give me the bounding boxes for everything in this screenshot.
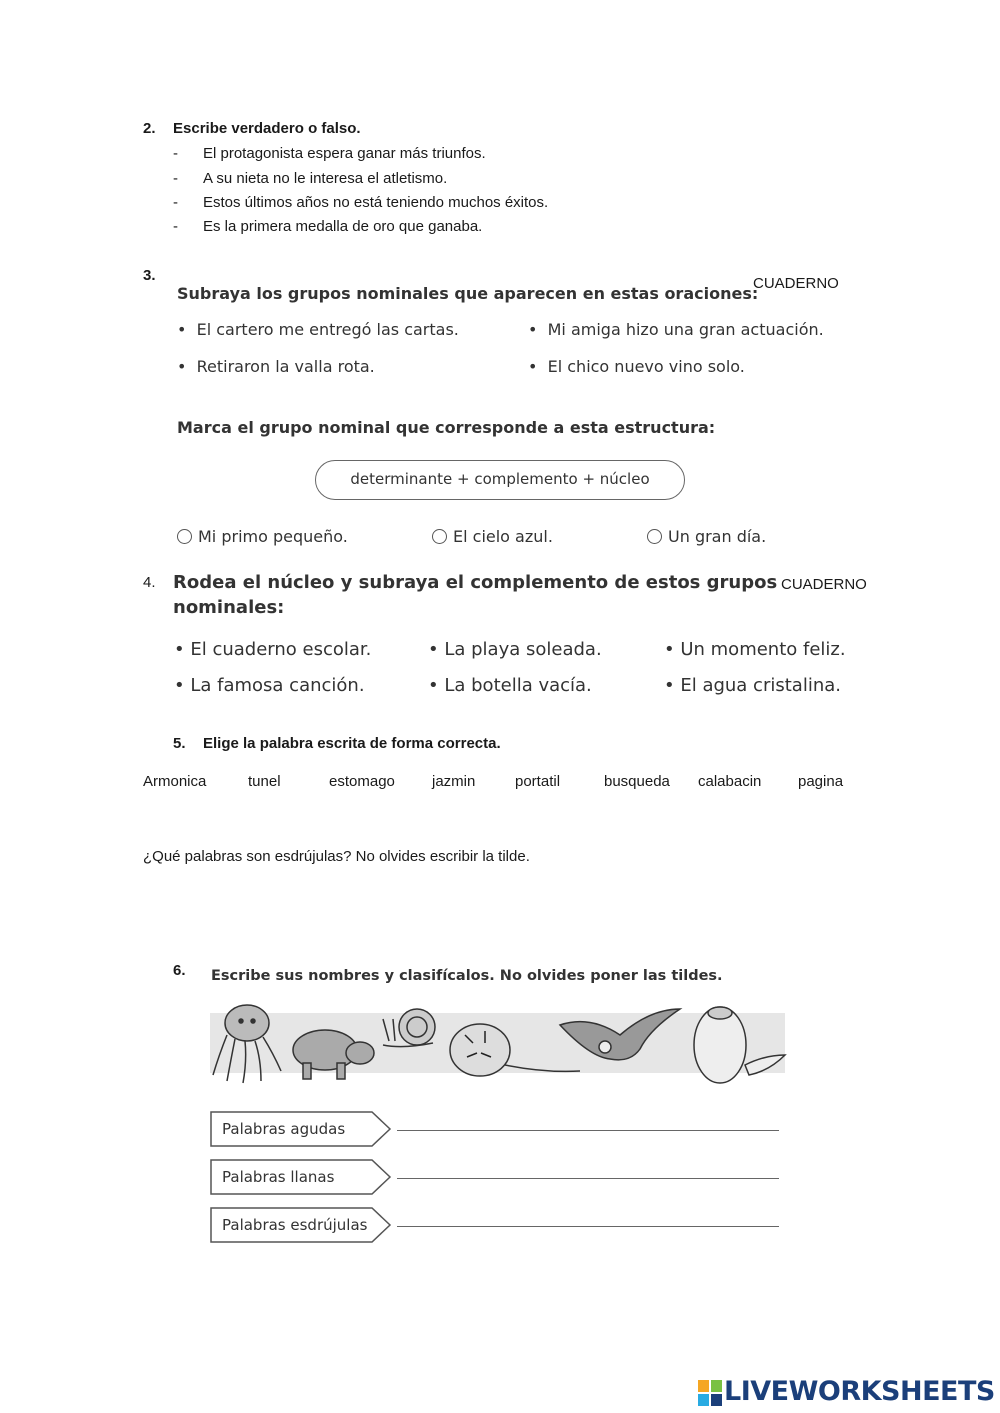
q5-number: 5. xyxy=(173,735,186,752)
q4-number: 4. xyxy=(143,574,156,591)
word-option[interactable]: calabacin xyxy=(698,773,762,790)
q4-item-text: Un momento feliz. xyxy=(680,639,846,660)
q3-sentence xyxy=(528,320,824,339)
bullet: • xyxy=(528,320,538,339)
radio-circle[interactable] xyxy=(177,529,192,544)
q4-item: • El cuaderno escolar. xyxy=(174,639,372,660)
bullet: • xyxy=(177,320,187,339)
q4-item-text: El cuaderno escolar. xyxy=(190,639,372,660)
structure-text: determinante + complemento + núcleo xyxy=(350,470,650,488)
q4-note: CUADERNO xyxy=(781,576,867,593)
q5-title: Elige la palabra escrita de forma correcta. xyxy=(203,735,501,752)
q2-item: El protagonista espera ganar más triunfos. xyxy=(203,145,486,162)
q6-title: Escribe sus nombres y clasifícalos. No olvides poner las tildes. xyxy=(211,968,723,984)
q3-sentence xyxy=(177,357,375,376)
word-option[interactable]: Armonica xyxy=(143,773,207,790)
q4-item: • Un momento feliz. xyxy=(664,639,846,660)
logo-icon xyxy=(698,1380,722,1406)
q3-sentence-text: El chico nuevo vino solo. xyxy=(547,357,745,376)
option-label: Mi primo pequeño. xyxy=(198,527,348,546)
word-option[interactable]: tunel xyxy=(248,773,281,790)
q3-sentence xyxy=(528,357,745,376)
q3-sentence xyxy=(177,320,459,339)
animals-strip xyxy=(205,995,790,1095)
q2-dash: - xyxy=(173,170,178,187)
q3-instruction-2: Marca el grupo nominal que corresponde a esta estructura: xyxy=(177,418,716,437)
q4-item-text: La famosa canción. xyxy=(190,675,365,696)
option-el-cielo[interactable] xyxy=(432,527,553,546)
q2-item: Es la primera medalla de oro que ganaba. xyxy=(203,218,483,235)
category-label: Palabras llanas xyxy=(222,1168,335,1186)
word-option[interactable]: pagina xyxy=(798,773,844,790)
q4-item: • La botella vacía. xyxy=(428,675,592,696)
q4-title-1: Rodea el núcleo y subraya el complemento de estos grupos xyxy=(173,572,778,593)
word-option[interactable]: estomago xyxy=(329,773,395,790)
q4-item-text: El agua cristalina. xyxy=(680,675,841,696)
q2-item: Estos últimos años no está teniendo muchos éxitos. xyxy=(203,194,549,211)
q3-instruction-1: Subraya los grupos nominales que aparecen en estas oraciones: xyxy=(177,284,759,303)
q3-number: 3. xyxy=(143,267,156,284)
q3-sentence-text: Retiraron la valla rota. xyxy=(196,357,375,376)
q2-number: 2. xyxy=(143,120,156,137)
q6-number: 6. xyxy=(173,962,186,979)
category-label: Palabras agudas xyxy=(222,1120,346,1138)
option-un-gran-dia[interactable] xyxy=(647,527,766,546)
q2-dash: - xyxy=(173,145,178,162)
answer-line-esdrujulas[interactable] xyxy=(397,1226,779,1227)
q4-item-text: La botella vacía. xyxy=(444,675,592,696)
option-label: El cielo azul. xyxy=(453,527,553,546)
q4-item: • La playa soleada. xyxy=(428,639,602,660)
q3-note: CUADERNO xyxy=(753,275,839,292)
q4-item-text: La playa soleada. xyxy=(444,639,602,660)
q4-title-2: nominales: xyxy=(173,597,285,618)
q3-sentence-text: Mi amiga hizo una gran actuación. xyxy=(547,320,824,339)
radio-circle[interactable] xyxy=(432,529,447,544)
word-option[interactable]: jazmin xyxy=(432,773,476,790)
q4-item: • El agua cristalina. xyxy=(664,675,841,696)
q3-sentence-text: El cartero me entregó las cartas. xyxy=(196,320,459,339)
answer-line-agudas[interactable] xyxy=(397,1130,779,1131)
bullet: • xyxy=(177,357,187,376)
q4-item: • La famosa canción. xyxy=(174,675,365,696)
word-option[interactable]: busqueda xyxy=(604,773,670,790)
radio-circle[interactable] xyxy=(647,529,662,544)
option-label: Un gran día. xyxy=(668,527,767,546)
q5-question: ¿Qué palabras son esdrújulas? No olvides escribir la tilde. xyxy=(143,848,530,865)
category-label: Palabras esdrújulas xyxy=(222,1216,368,1234)
q2-title: Escribe verdadero o falso. xyxy=(173,120,361,137)
answer-line-llanas[interactable] xyxy=(397,1178,779,1179)
bullet: • xyxy=(528,357,538,376)
q2-dash: - xyxy=(173,194,178,211)
q2-item: A su nieta no le interesa el atletismo. xyxy=(203,170,448,187)
word-option[interactable]: portatil xyxy=(515,773,561,790)
brand-text: LIVEWORKSHEETS xyxy=(724,1376,995,1407)
option-mi-primo[interactable] xyxy=(177,527,348,546)
q2-dash: - xyxy=(173,218,178,235)
